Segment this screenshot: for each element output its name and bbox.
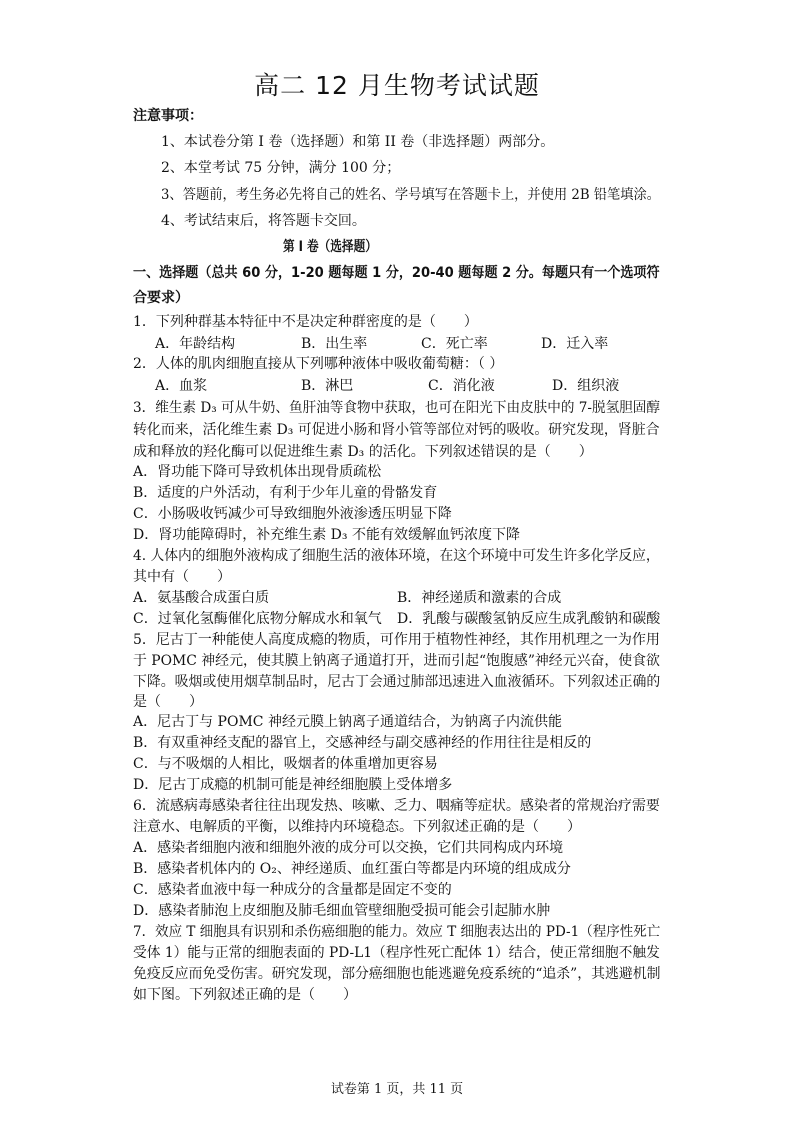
question-3-option-a: A．肾功能下降可导致机体出现骨质疏松 [133, 464, 382, 480]
question-3-option-c: C．小肠吸收钙减少可导致细胞外液渗透压明显下降 [133, 506, 452, 522]
question-2-option-d: D．组织液 [552, 378, 620, 394]
question-7-stem-line: 受体 1）能与正常的细胞表面的 PD-L1（程序性死亡配体 1）结合，使正常细胞不触发 [133, 945, 660, 961]
question-4-stem-line: 其中有（ ） [133, 569, 231, 585]
question-3-option-b: B．适度的户外活动，有利于少年儿童的骨骼发育 [133, 485, 438, 501]
question-1-option-d: D．迁入率 [541, 336, 609, 352]
question-4-option-d: D．乳酸与碳酸氢钠反应生成乳酸钠和碳酸 [397, 611, 661, 627]
question-3-stem-line: 成和释放的羟化酶可以促进维生素 D₃ 的活化。下列叙述错误的是（ ） [133, 444, 593, 460]
question-6-option-c: C．感染者血液中每一种成分的含量都是固定不变的 [133, 882, 452, 898]
question-5-option-d: D．尼古丁成瘾的机制可能是神经细胞膜上受体增多 [133, 777, 453, 793]
question-5-stem-line: 5．尼古丁一种能使人高度成瘾的物质，可作用于植物性神经，其作用机理之一为作用 [133, 632, 660, 648]
notice-item: 2、本堂考试 75 分钟，满分 100 分； [161, 160, 401, 176]
section-heading-cont: 合要求） [133, 290, 189, 306]
question-1-stem: 1．下列种群基本特征中不是决定种群密度的是（ ） [133, 314, 478, 330]
question-7-stem-line: 免疫反应而免受伤害。研究发现，部分癌细胞也能逃避免疫系统的“追杀”，其逃避机制 [133, 966, 661, 982]
question-7-stem-line: 7．效应 T 细胞具有识别和杀伤癌细胞的能力。效应 T 细胞表达出的 PD-1（程序性死亡 [133, 924, 661, 940]
question-3-stem-line: 转化而来，活化维生素 D₃ 可促进小肠和肾小管等部位对钙的吸收。研究发现，肾脏合 [133, 422, 660, 438]
question-6-option-a: A．感染者细胞内液和细胞外液的成分可以交换，它们共同构成内环境 [133, 840, 564, 856]
question-5-stem-line: 于 POMC 神经元，使其膜上钠离子通道打开，进而引起“饱腹感”神经元兴奋，使食欲 [133, 653, 660, 669]
question-2-stem: 2．人体的肌肉细胞直接从下列哪种液体中吸收葡萄糖：（ ） [133, 356, 504, 372]
question-6-stem-line: 注意水、电解质的平衡，以维持内环境稳态。下列叙述正确的是（ ） [133, 819, 581, 835]
notice-item: 4、考试结束后，将答题卡交回。 [161, 213, 366, 229]
question-1-option-b: B．出生率 [301, 336, 368, 352]
question-5-option-b: B．有双重神经支配的器官上，交感神经与副交感神经的作用往往是相反的 [133, 735, 592, 751]
question-5-stem-line: 是（ ） [133, 694, 203, 710]
question-4-option-c: C．过氧化氢酶催化底物分解成水和氧气 [133, 611, 382, 627]
question-4-stem-line: 4. 人体内的细胞外液构成了细胞生活的液体环境，在这个环境中可发生许多化学反应， [133, 548, 660, 564]
notice-heading: 注意事项： [133, 108, 203, 124]
page-footer: 试卷第 1 页，共 11 页 [330, 1082, 464, 1097]
question-5-stem-line: 下降。吸烟或使用烟草制品时，尼古丁会通过肺部迅速进入血液循环。下列叙述正确的 [133, 674, 661, 690]
section-heading: 一、选择题（总共 60 分，1-20 题每题 1 分，20-40 题每题 2 分。每题只有一个选项符 [133, 265, 660, 281]
question-7-stem-line: 如下图。下列叙述正确的是（ ） [133, 987, 357, 1003]
notice-item: 1、本试卷分第 I 卷（选择题）和第 II 卷（非选择题）两部分。 [161, 134, 555, 150]
question-4-option-b: B．神经递质和激素的合成 [397, 590, 562, 606]
exam-title: 高二 12 月生物考试试题 [254, 71, 540, 100]
notice-item: 3、答题前，考生务必先将自己的姓名、学号填写在答题卡上，并使用 2B 铅笔填涂。 [161, 187, 661, 203]
question-4-option-a: A．氨基酸合成蛋白质 [133, 590, 270, 606]
question-5-option-c: C．与不吸烟的人相比，吸烟者的体重增加更容易 [133, 756, 438, 772]
question-1-option-c: C．死亡率 [421, 336, 488, 352]
question-1-option-a: A．年龄结构 [155, 336, 236, 352]
question-3-option-d: D．肾功能障碍时，补充维生素 D₃ 不能有效缓解血钙浓度下降 [133, 527, 520, 543]
question-2-option-b: B．淋巴 [301, 378, 354, 394]
question-5-option-a: A．尼古丁与 POMC 神经元膜上钠离子通道结合，为钠离子内流供能 [133, 714, 562, 730]
question-2-option-c: C．消化液 [428, 378, 495, 394]
question-3-stem-line: 3．维生素 D₃ 可从牛奶、鱼肝油等食物中获取，也可在阳光下由皮肤中的 7-脱氢胆固醇 [133, 400, 660, 416]
question-6-option-d: D．感染者肺泡上皮细胞及肺毛细血管壁细胞受损可能会引起肺水肿 [133, 903, 551, 919]
question-6-stem-line: 6．流感病毒感染者往往出现发热、咳嗽、乏力、咽痛等症状。感染者的常规治疗需要 [133, 798, 660, 814]
part-title: 第 I 卷（选择题） [282, 239, 377, 255]
question-2-option-a: A．血浆 [155, 378, 208, 394]
question-6-option-b: B．感染者机体内的 O₂、神经递质、血红蛋白等都是内环境的组成成分 [133, 861, 571, 877]
